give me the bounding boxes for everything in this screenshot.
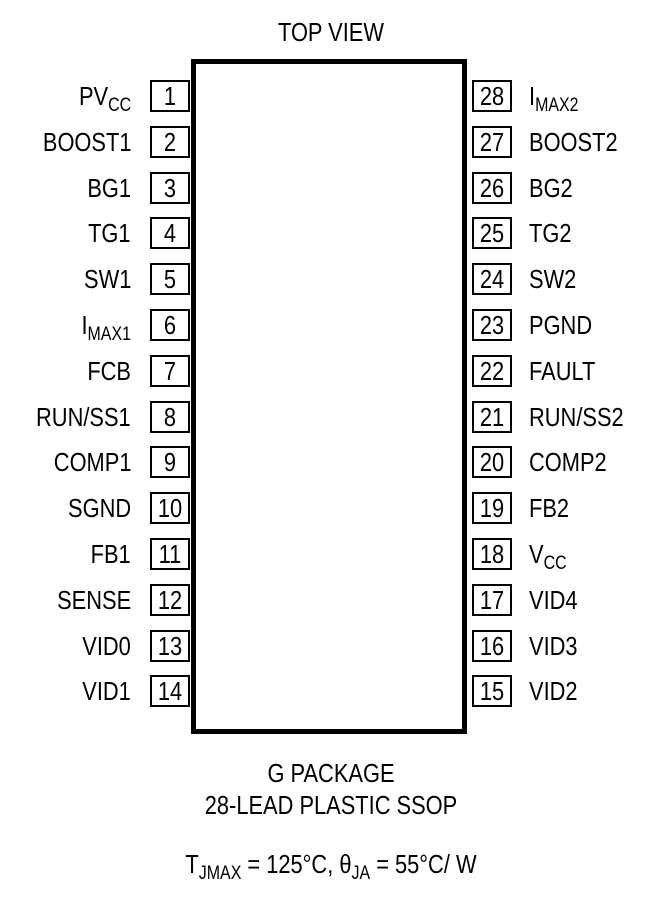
- pin-name: VID2: [529, 676, 578, 707]
- pin-name: BOOST2: [529, 126, 618, 157]
- pin-number: 23: [479, 310, 505, 340]
- pin-name: VID3: [529, 630, 578, 661]
- pin-name: TG2: [529, 218, 572, 249]
- pin-number: 22: [479, 355, 505, 386]
- pin-name: FAULT: [529, 355, 596, 386]
- pin-number: 8: [163, 401, 177, 432]
- pin-name: VID1: [82, 676, 131, 707]
- pin-number: 28: [479, 81, 505, 111]
- pin-name: TG1: [88, 218, 131, 249]
- pin-number: 15: [479, 676, 505, 707]
- pin-number: 25: [479, 218, 505, 249]
- ic-package-body: [191, 59, 467, 734]
- pin-name: COMP1: [53, 447, 131, 478]
- pin-name: BG2: [529, 172, 573, 203]
- pin-label-left-9: [53, 446, 131, 478]
- pin-label-right-2: [529, 126, 618, 158]
- pin-name: SW1: [83, 264, 131, 295]
- pin-number: 10: [157, 493, 183, 524]
- pin-label-right-10: [529, 492, 569, 524]
- pin-number: 2: [163, 126, 177, 157]
- pin-label-right-4: [529, 217, 571, 249]
- pin-number: 7: [163, 355, 177, 386]
- pin-label-left-5: [84, 263, 131, 295]
- pin-number: 20: [479, 447, 505, 478]
- thermal-spec: [53, 849, 609, 884]
- pin-label-left-11: [91, 538, 131, 570]
- pin-label-left-6: [81, 309, 131, 345]
- package-name: G PACKAGE: [267, 758, 395, 788]
- pin-name: VID4: [529, 584, 578, 615]
- pin-label-right-6: [529, 309, 592, 341]
- pin-name-subscript: CC: [107, 95, 131, 116]
- pin-label-right-5: [529, 263, 576, 295]
- pin-name: V: [529, 539, 544, 569]
- pin-label-right-9: [529, 446, 607, 478]
- pin-label-right-8: [529, 401, 624, 433]
- pin-number: 18: [479, 539, 505, 569]
- tjmax-subscript: JMAX: [198, 863, 242, 884]
- pin-label-left-4: [89, 217, 131, 249]
- pin-number: 13: [157, 630, 183, 661]
- pin-number: 12: [157, 584, 183, 615]
- pin-number: 9: [163, 447, 177, 478]
- pin-label-left-2: [42, 126, 131, 158]
- pin-name: SW2: [529, 264, 577, 295]
- pin-name: COMP2: [529, 447, 607, 478]
- pin-name-subscript: CC: [543, 553, 567, 574]
- pin-number: 3: [163, 172, 177, 203]
- pin-name: I: [529, 81, 536, 111]
- pin-label-left-8: [36, 401, 131, 433]
- pin-name: SENSE: [56, 584, 131, 615]
- theta-value: = 55°C/ W: [370, 849, 477, 879]
- pin-label-right-3: [529, 172, 573, 204]
- pin-name: BG1: [87, 172, 131, 203]
- view-title: TOP VIEW: [278, 17, 384, 47]
- pin-number: 14: [157, 676, 183, 707]
- pin-label-right-1: [529, 80, 579, 116]
- pin-name: PV: [78, 81, 108, 111]
- pin-number: 4: [163, 218, 177, 249]
- pin-name: FCB: [87, 355, 131, 386]
- pin-name: I: [81, 310, 88, 340]
- tjmax-symbol: T: [185, 849, 199, 879]
- pin-label-left-14: [82, 675, 131, 707]
- pin-name: SGND: [67, 493, 131, 524]
- theta-symbol: θ: [339, 849, 352, 879]
- pin-name: FB1: [90, 539, 131, 569]
- pin-name: BOOST1: [42, 126, 131, 157]
- pin-label-left-3: [87, 172, 131, 204]
- pin-label-left-10: [68, 492, 131, 524]
- pin-number: 17: [479, 584, 505, 615]
- pin-name: RUN/SS1: [36, 401, 131, 432]
- pin-number: 11: [158, 539, 182, 569]
- pin-label-right-11: [529, 538, 567, 574]
- pin-label-left-1: [78, 80, 131, 116]
- pin-label-right-12: [529, 584, 578, 616]
- pin-number: 26: [479, 172, 505, 203]
- pin-label-left-7: [87, 355, 131, 387]
- pin-name-subscript: MAX2: [535, 95, 579, 116]
- pin-number: 6: [163, 310, 177, 340]
- pin-label-left-12: [57, 584, 131, 616]
- pin-name-subscript: MAX1: [87, 324, 131, 345]
- pin-label-left-13: [82, 630, 131, 662]
- tjmax-value: = 125°C,: [241, 849, 340, 879]
- theta-subscript: JA: [351, 863, 371, 884]
- pin-label-right-7: [529, 355, 595, 387]
- pin-number: 5: [163, 264, 177, 295]
- pin-name: RUN/SS2: [529, 401, 624, 432]
- pin-name: VID0: [82, 630, 131, 661]
- package-description: 28-LEAD PLASTIC SSOP: [204, 790, 458, 820]
- pin-name: FB2: [529, 493, 570, 524]
- pin-number: 1: [163, 81, 177, 111]
- pin-number: 27: [479, 126, 505, 157]
- pin-number: 19: [479, 493, 505, 524]
- pin-name: PGND: [529, 310, 593, 340]
- pin-number: 24: [479, 264, 505, 295]
- pin-number: 16: [479, 630, 505, 661]
- pin-label-right-14: [529, 675, 578, 707]
- pin-label-right-13: [529, 630, 578, 662]
- pin-number: 21: [479, 401, 505, 432]
